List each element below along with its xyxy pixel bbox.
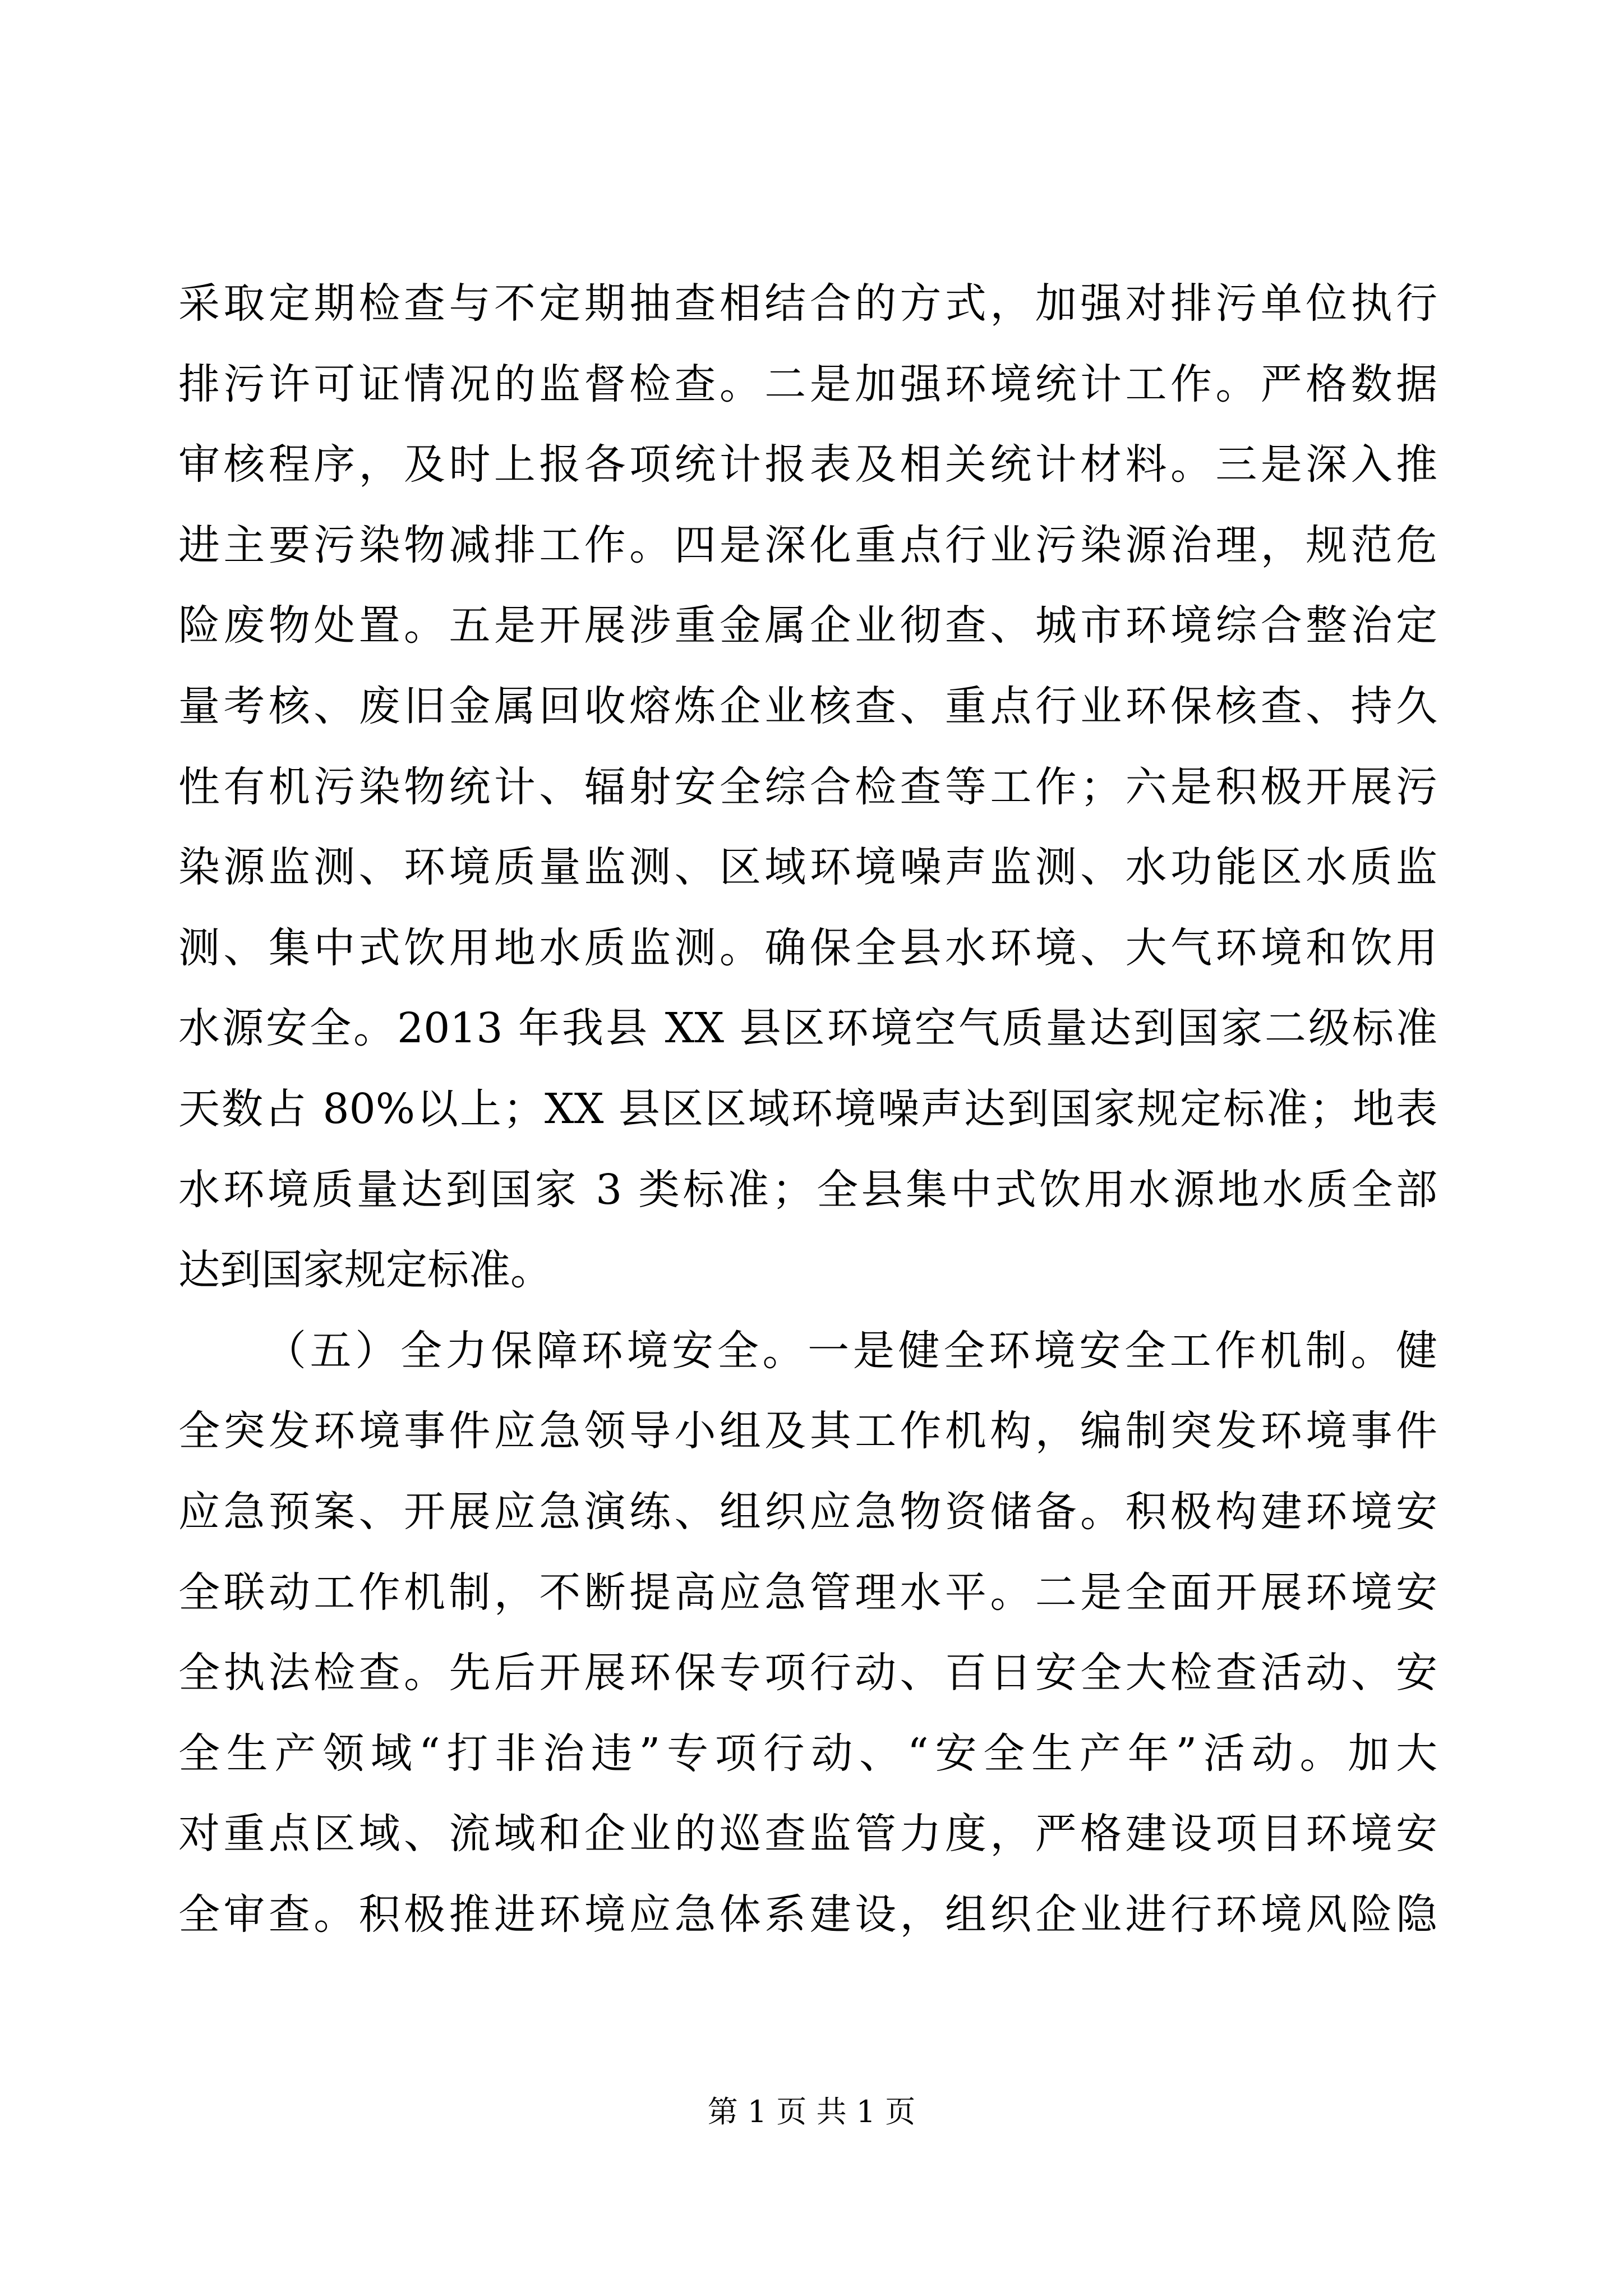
text-line: 水源安全。2013 年我县 XX 县区环境空气质量达到国家二级标准 [178,1004,1437,1053]
text-line: 排污许可证情况的监督检查。二是加强环境统计工作。严格数据 [178,360,1437,408]
text-line: 染源监测、环境质量监测、区域环境噪声监测、水功能区水质监 [178,843,1437,892]
text-line: 全突发环境事件应急领导小组及其工作机构，编制突发环境事件 [178,1407,1437,1456]
text-line: 全生产领域“打非治违”专项行动、“安全生产年”活动。加大 [178,1729,1437,1778]
text-line: 全联动工作机制，不断提高应急管理水平。二是全面开展环境安 [178,1568,1437,1617]
text-line: 水环境质量达到国家 3 类标准；全县集中式饮用水源地水质全部 [178,1165,1437,1214]
document-body [178,264,1437,1955]
page-number-label: 第 1 页 共 1 页 [707,2094,916,2129]
text-line: 险废物处置。五是开展涉重金属企业彻查、城市环境综合整治定 [178,601,1437,650]
paragraph-end-line: 达到国家规定标准。 [178,1246,552,1295]
text-line: 全审查。积极推进环境应急体系建设，组织企业进行环境风险隐 [178,1890,1437,1939]
text-line: 采取定期检查与不定期抽查相结合的方式，加强对排污单位执行 [178,279,1437,328]
text-line: 审核程序，及时上报各项统计报表及相关统计材料。三是深入推 [178,440,1437,489]
text-line: 测、集中式饮用地水质监测。确保全县水环境、大气环境和饮用 [178,923,1437,972]
page-footer [0,2092,1623,2132]
text-line: 进主要污染物减排工作。四是深化重点行业污染源治理，规范危 [178,521,1437,569]
text-line: 量考核、废旧金属回收熔炼企业核查、重点行业环保核查、持久 [178,682,1437,730]
text-line: 应急预案、开展应急演练、组织应急物资储备。积极构建环境安 [178,1487,1437,1536]
text-line: 全执法检查。先后开展环保专项行动、百日安全大检查活动、安 [178,1649,1437,1697]
section-heading-line: （五）全力保障环境安全。一是健全环境安全工作机制。健 [265,1326,1437,1375]
text-line: 天数占 80%以上；XX 县区区域环境噪声达到国家规定标准；地表 [178,1084,1437,1133]
text-line: 对重点区域、流域和企业的巡查监管力度，严格建设项目环境安 [178,1810,1437,1858]
text-line: 性有机污染物统计、辐射安全综合检查等工作；六是积极开展污 [178,762,1437,811]
